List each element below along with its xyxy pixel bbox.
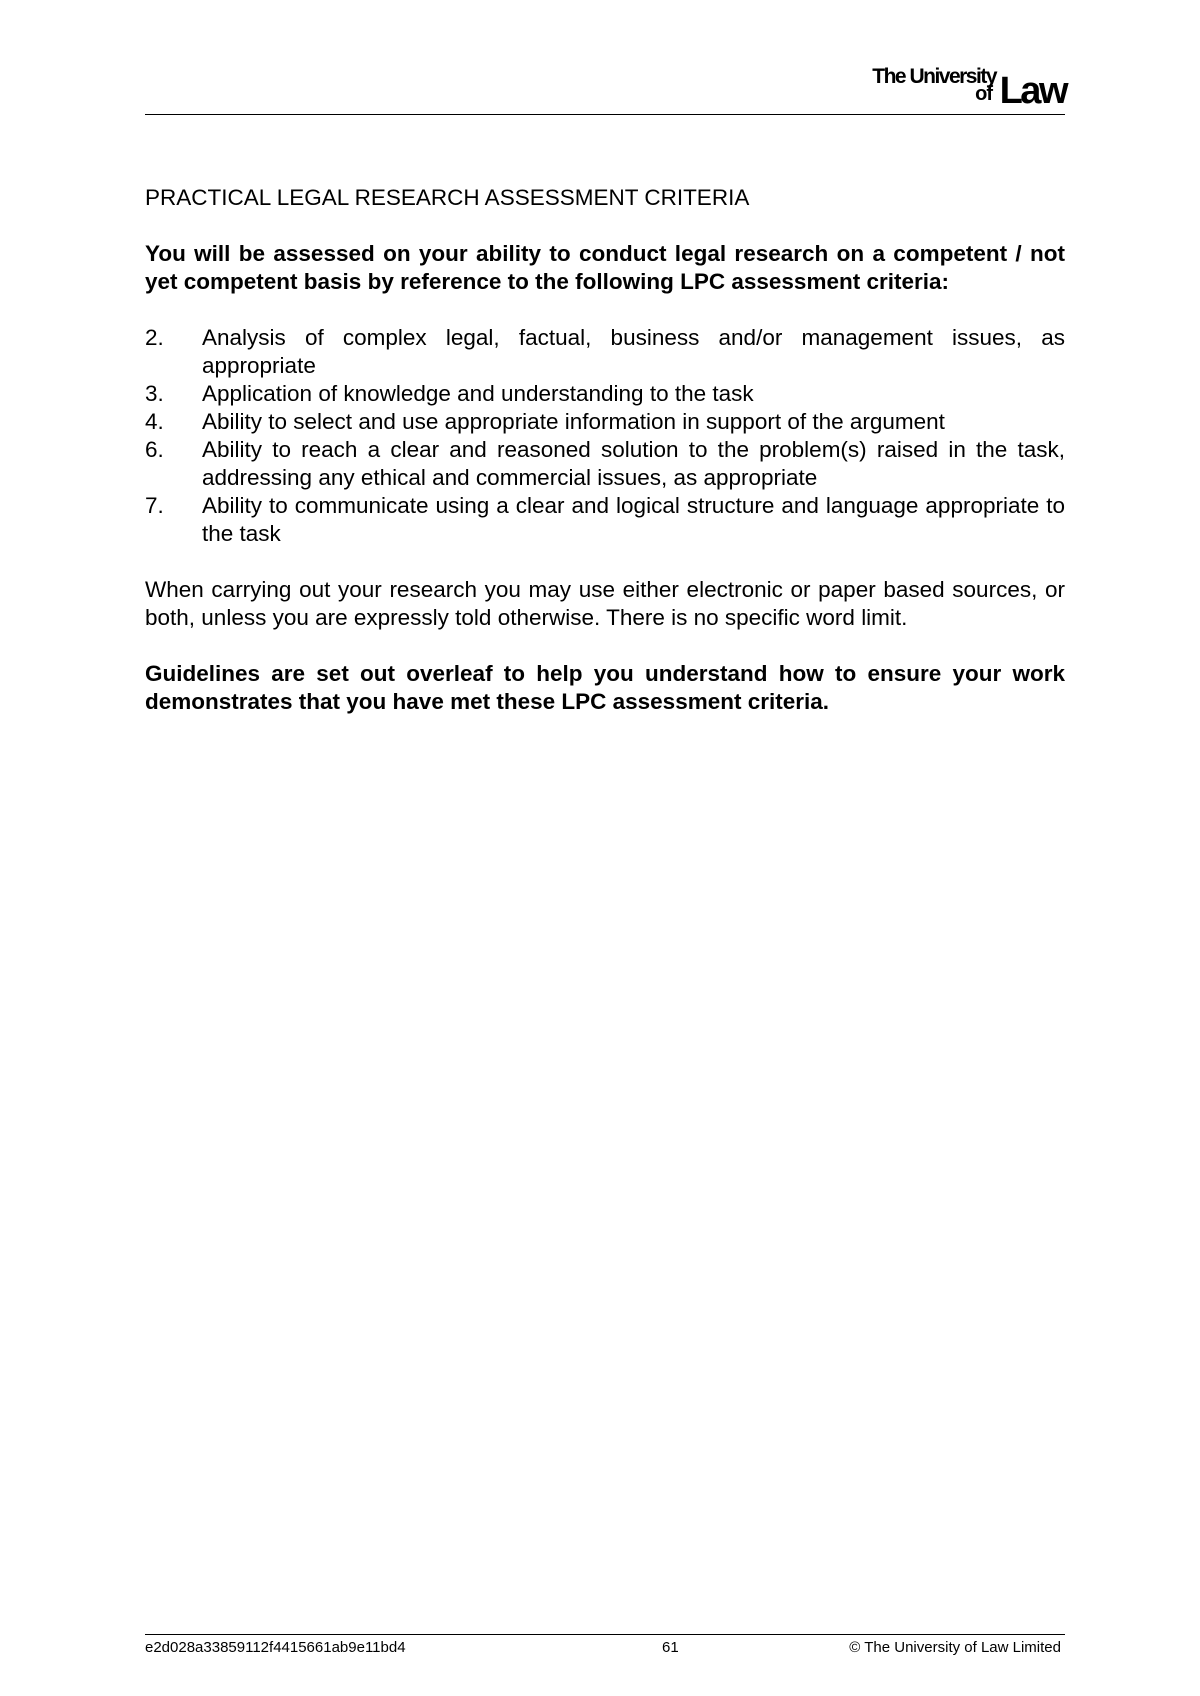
criteria-item bbox=[145, 324, 1065, 380]
header-divider bbox=[145, 114, 1065, 115]
criteria-text: Analysis of complex legal, factual, business and/or management issues, as appropriate bbox=[202, 325, 1065, 378]
footer-divider bbox=[145, 1634, 1065, 1635]
criteria-number: 6. bbox=[145, 437, 164, 462]
criteria-number: 7. bbox=[145, 493, 164, 518]
criteria-number: 2. bbox=[145, 325, 164, 350]
document-body bbox=[145, 184, 1065, 716]
criteria-text: Ability to reach a clear and reasoned solution to the problem(s) raised in the task, addressing any ethical and commercial issues, as appropriate bbox=[202, 437, 1065, 490]
criteria-item bbox=[145, 492, 1065, 548]
criteria-item bbox=[145, 380, 1065, 408]
criteria-item bbox=[145, 408, 1065, 436]
research-sources-paragraph: When carrying out your research you may use either electronic or paper based sources, or both, unless you are expressly told otherwise. There is no specific word limit. bbox=[145, 577, 1065, 630]
criteria-number: 4. bbox=[145, 409, 164, 434]
university-of-law-logo bbox=[826, 65, 1066, 112]
logo-text-of: of bbox=[975, 83, 992, 105]
logo-text-law: Law bbox=[999, 70, 1066, 112]
criteria-text: Ability to select and use appropriate information in support of the argument bbox=[202, 409, 945, 434]
copyright-notice: © The University of Law Limited bbox=[849, 1639, 1061, 1656]
criteria-text: Ability to communicate using a clear and logical structure and language appropriate to the task bbox=[202, 493, 1065, 546]
page-footer bbox=[145, 1638, 1065, 1658]
page-number: 61 bbox=[662, 1639, 679, 1656]
criteria-list bbox=[145, 324, 1065, 548]
guidelines-paragraph: Guidelines are set out overleaf to help you understand how to ensure your work demonstrates that you have met these LPC assessment criteria. bbox=[145, 661, 1065, 714]
intro-paragraph: You will be assessed on your ability to conduct legal research on a competent / not yet competent basis by reference to the following LPC assessment criteria: bbox=[145, 241, 1065, 294]
document-title: PRACTICAL LEGAL RESEARCH ASSESSMENT CRITERIA bbox=[145, 185, 750, 210]
document-id: e2d028a33859112f4415661ab9e11bd4 bbox=[145, 1639, 406, 1656]
criteria-text: Application of knowledge and understanding to the task bbox=[202, 381, 754, 406]
criteria-number: 3. bbox=[145, 381, 164, 406]
logo-text-the-university: The University bbox=[872, 65, 996, 88]
criteria-item bbox=[145, 436, 1065, 492]
